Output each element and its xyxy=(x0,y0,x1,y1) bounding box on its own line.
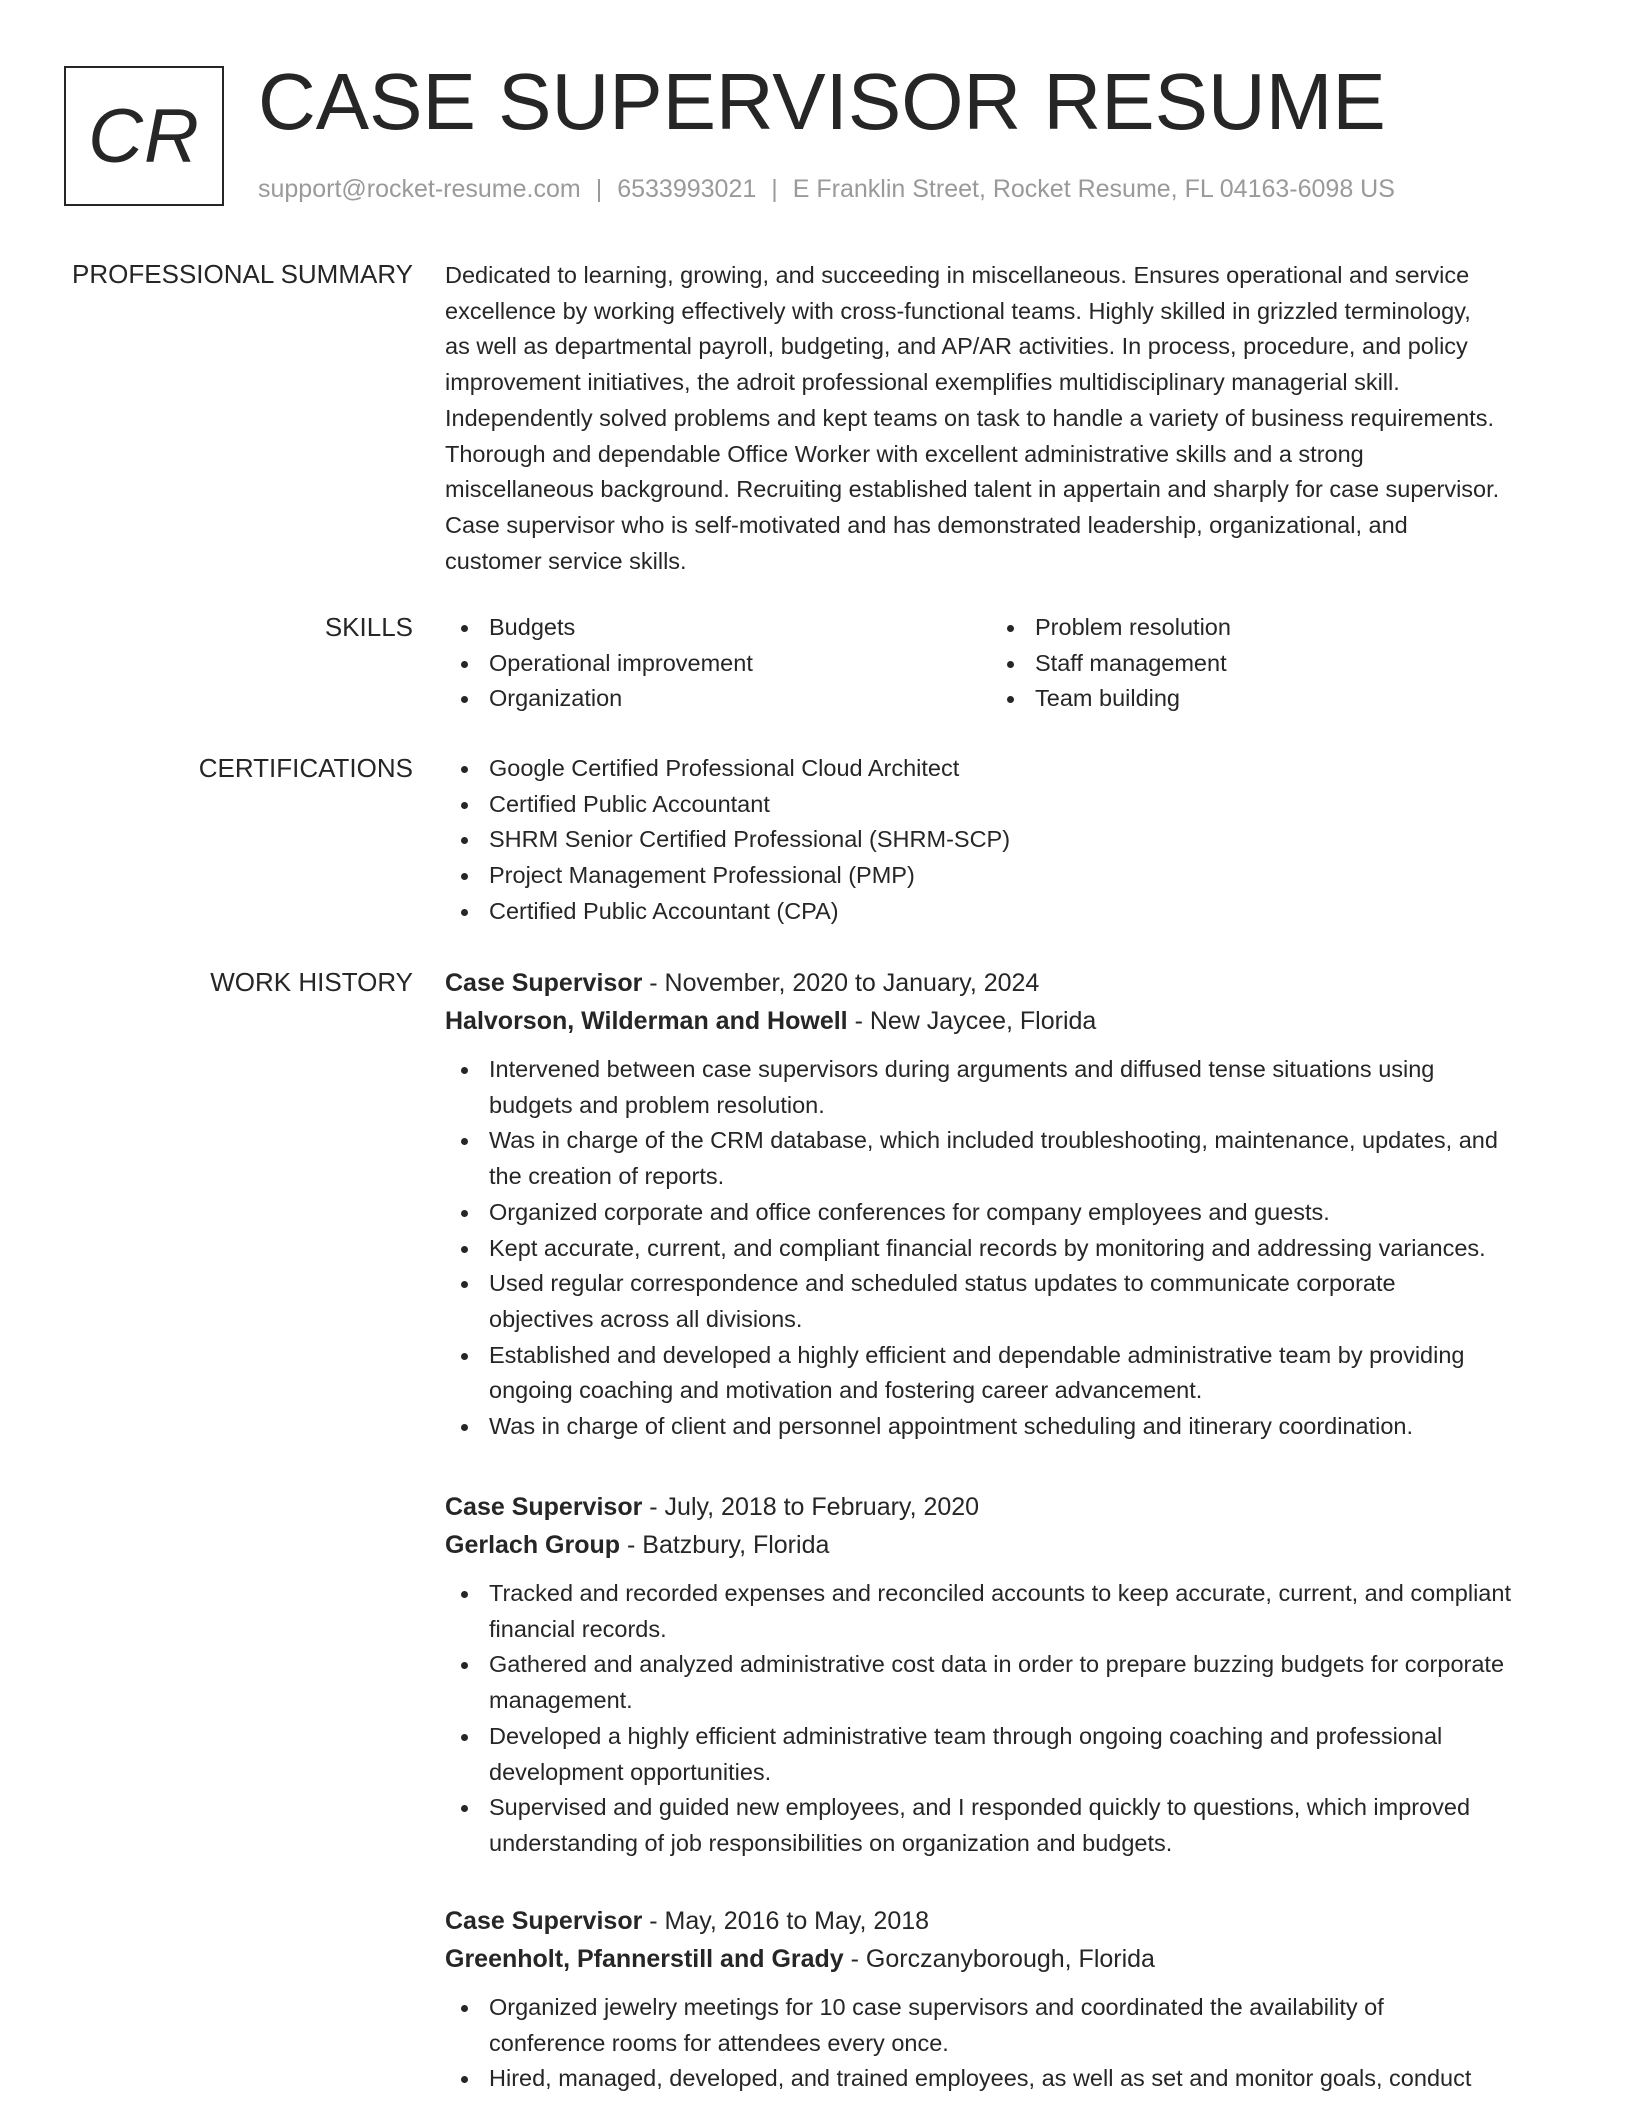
job-title: Case Supervisor xyxy=(445,1493,643,1521)
job-company-line xyxy=(445,1940,1560,1978)
job-bullet xyxy=(445,1266,1560,1337)
job-bullet-line: Used regular correspondence and scheduled status updates to communicate corporate xyxy=(489,1270,1396,1297)
contact-phone: 6533993021 xyxy=(617,175,757,203)
certifications-list xyxy=(445,751,1560,930)
job-bullet xyxy=(445,2061,1560,2097)
job-entry xyxy=(445,1488,1560,1862)
skill-item: Organization xyxy=(445,681,991,717)
section-label-certifications: CERTIFICATIONS xyxy=(198,753,413,783)
job-bullets xyxy=(445,1990,1560,2097)
job-location: - New Jaycee, Florida xyxy=(847,1007,1097,1035)
summary-line: excellence by working effectively with cross-functional teams. Highly skilled in grizzled terminology, xyxy=(445,297,1471,324)
job-bullet-line: Hired, managed, developed, and trained employees, as well as set and monitor goals, conduct xyxy=(489,2065,1472,2092)
summary-content xyxy=(445,258,1560,579)
job-bullet-line: conference rooms for attendees every once. xyxy=(489,2029,949,2056)
skills-grid xyxy=(445,610,1560,717)
job-bullet-line: Gathered and analyzed administrative cost data in order to prepare buzzing budgets for corporate xyxy=(489,1651,1505,1678)
job-bullet-line: Intervened between case supervisors during arguments and diffused tense situations using xyxy=(489,1056,1435,1082)
section-label-summary: PROFESSIONAL SUMMARY xyxy=(72,259,413,289)
contact-line xyxy=(258,175,1395,204)
job-bullets xyxy=(445,1576,1560,1862)
job-bullet xyxy=(445,1231,1560,1267)
skills-list-right xyxy=(991,610,1537,717)
job-bullet xyxy=(445,1647,1560,1718)
certification-item: Google Certified Professional Cloud Architect xyxy=(445,751,1560,787)
summary-line: Thorough and dependable Office Worker with excellent administrative skills and a strong xyxy=(445,440,1364,467)
summary-line: Dedicated to learning, growing, and succeeding in miscellaneous. Ensures operational and service xyxy=(445,262,1470,288)
summary-line: improvement initiatives, the adroit professional exemplifies multidisciplinary managerial skill. xyxy=(445,369,1400,396)
job-bullet-line: Organized jewelry meetings for 10 case supervisors and coordinated the availability of xyxy=(489,1994,1384,2020)
job-bullet xyxy=(445,1409,1560,1445)
summary-text xyxy=(445,258,1560,579)
section-label-skills: SKILLS xyxy=(324,612,413,642)
job-bullet xyxy=(445,1052,1560,1123)
job-bullet xyxy=(445,1719,1560,1790)
summary-line: miscellaneous background. Recruiting established talent in appertain and sharply for case supervisor. xyxy=(445,476,1500,503)
job-bullet-line: management. xyxy=(489,1687,633,1714)
job-bullet xyxy=(445,1990,1560,2061)
job-bullet-line: Organized corporate and office conferences for company employees and guests. xyxy=(489,1198,1330,1225)
skill-item: Operational improvement xyxy=(445,646,991,682)
job-bullet xyxy=(445,1123,1560,1194)
job-company: Gerlach Group xyxy=(445,1531,621,1559)
job-company-line xyxy=(445,1526,1560,1564)
certification-item: SHRM Senior Certified Professional (SHRM-SCP) xyxy=(445,822,1560,858)
job-bullet-line: development opportunities. xyxy=(489,1758,772,1785)
contact-email: support@rocket-resume.com xyxy=(258,175,581,203)
job-entry xyxy=(445,1902,1560,2097)
page-title: CASE SUPERVISOR RESUME xyxy=(258,57,1386,146)
certification-item: Certified Public Accountant xyxy=(445,787,1560,823)
job-bullet-line: budgets and problem resolution. xyxy=(489,1091,825,1118)
summary-line: as well as departmental payroll, budgeting, and AP/AR activities. In process, procedure, and policy xyxy=(445,333,1468,360)
contact-separator: | xyxy=(771,175,778,203)
job-company: Greenholt, Pfannerstill and Grady xyxy=(445,1945,844,1973)
job-bullet xyxy=(445,1338,1560,1409)
section-label-work-history: WORK HISTORY xyxy=(210,967,413,997)
job-company-line xyxy=(445,1002,1560,1040)
job-bullet-line: understanding of job responsibilities on organization and budgets. xyxy=(489,1829,1173,1856)
monogram-badge xyxy=(64,66,224,206)
summary-line: Independently solved problems and kept teams on task to handle a variety of business requirements. xyxy=(445,404,1494,431)
job-bullet-line: ongoing coaching and motivation and fostering career advancement. xyxy=(489,1377,1203,1404)
job-bullet-line: objectives across all divisions. xyxy=(489,1305,803,1332)
skill-item: Team building xyxy=(991,681,1537,717)
job-location: - Batzbury, Florida xyxy=(620,1531,830,1559)
job-entry xyxy=(445,964,1560,1445)
summary-line: customer service skills. xyxy=(445,547,687,574)
job-dates: - November, 2020 to January, 2024 xyxy=(642,969,1040,997)
job-bullet xyxy=(445,1790,1560,1861)
skill-item: Staff management xyxy=(991,646,1537,682)
job-title-line xyxy=(445,1902,1560,1940)
skill-item: Budgets xyxy=(445,610,991,646)
job-dates: - May, 2016 to May, 2018 xyxy=(642,1907,930,1935)
job-title-line xyxy=(445,1488,1560,1526)
monogram-initials: CR xyxy=(88,93,200,179)
job-bullet-line: Supervised and guided new employees, and I responded quickly to questions, which improved xyxy=(489,1794,1471,1821)
job-dates: - July, 2018 to February, 2020 xyxy=(642,1493,980,1521)
job-bullet-line: financial records. xyxy=(489,1615,667,1642)
job-bullet-line: Developed a highly efficient administrative team through ongoing coaching and professional xyxy=(489,1722,1443,1749)
skills-content xyxy=(445,610,1560,717)
job-bullet-line: Was in charge of the CRM database, which included troubleshooting, maintenance, updates, and xyxy=(489,1127,1498,1154)
job-bullet-line: the creation of reports. xyxy=(489,1163,725,1190)
job-bullet-line: Established and developed a highly efficient and dependable administrative team by providing xyxy=(489,1341,1465,1368)
skill-item: Problem resolution xyxy=(991,610,1537,646)
job-bullet xyxy=(445,1195,1560,1231)
job-bullet xyxy=(445,1576,1560,1647)
certifications-content xyxy=(445,751,1560,930)
job-title: Case Supervisor xyxy=(445,969,643,997)
job-company: Halvorson, Wilderman and Howell xyxy=(445,1007,848,1035)
job-bullet-line: Tracked and recorded expenses and reconciled accounts to keep accurate, current, and compliant xyxy=(489,1580,1511,1606)
summary-line: Case supervisor who is self-motivated and has demonstrated leadership, organizational, and xyxy=(445,511,1408,538)
job-bullet-line: Was in charge of client and personnel appointment scheduling and itinerary coordination. xyxy=(489,1413,1414,1440)
job-title-line xyxy=(445,964,1560,1002)
job-bullet-line: Kept accurate, current, and compliant financial records by monitoring and addressing variances. xyxy=(489,1234,1486,1261)
job-bullets xyxy=(445,1052,1560,1445)
job-location: - Gorczanyborough, Florida xyxy=(843,1945,1155,1973)
contact-address: E Franklin Street, Rocket Resume, FL 04163-6098 US xyxy=(792,175,1395,203)
certification-item: Certified Public Accountant (CPA) xyxy=(445,894,1560,930)
certification-item: Project Management Professional (PMP) xyxy=(445,858,1560,894)
contact-separator: | xyxy=(595,175,603,203)
job-title: Case Supervisor xyxy=(445,1907,643,1935)
skills-list-left xyxy=(445,610,991,717)
